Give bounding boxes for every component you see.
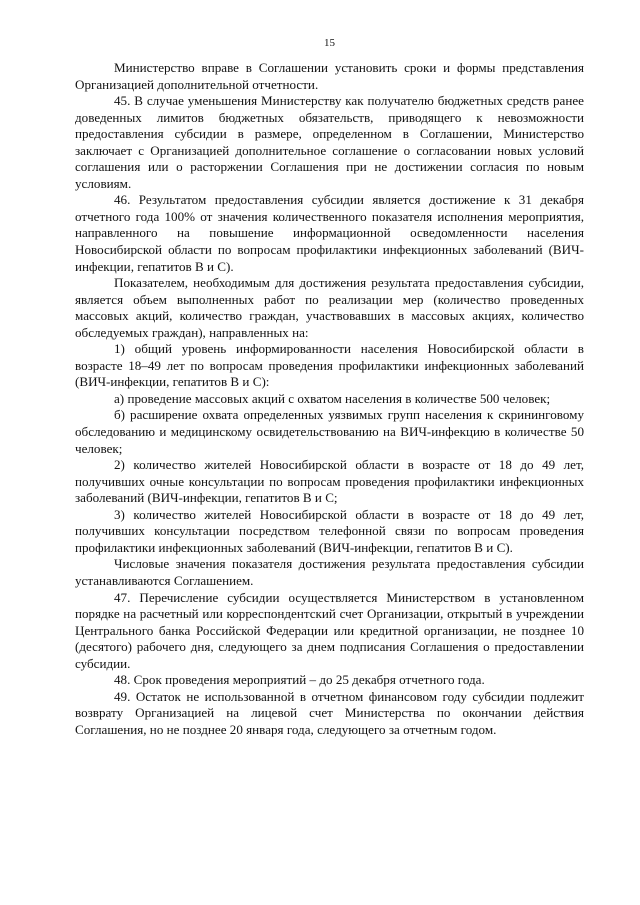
paragraph-reporting-forms: Министерство вправе в Соглашении установить сроки и формы представления Организацией дополнительной отчетности. [75, 60, 584, 92]
list-item-1a: а) проведение массовых акций с охватом населения в количестве 500 человек; [114, 390, 551, 406]
document-body [75, 60, 584, 738]
paragraph-numeric-values: Числовые значения показателя достижения результата предоставления субсидии устанавливаются Соглашением. [75, 556, 584, 588]
list-item-1b: б) расширение охвата определенных уязвимых групп населения к скрининговому обследованию и медицинскому освидетельствованию на ВИЧ-инфекцию в количестве 50 человек; [75, 407, 584, 456]
list-item-2: 2) количество жителей Новосибирской области в возрасте от 18 до 49 лет, получивших очные консультации по вопросам проведения профилактики инфекционных заболеваний (ВИЧ-инфекции, гепатитов В и С; [75, 457, 584, 506]
page-number: 15 [324, 37, 335, 49]
list-item-1: 1) общий уровень информированности населения Новосибирской области в возрасте 18–49 лет по вопросам проведения профилактики инфекционных заболеваний (ВИЧ-инфекции, гепатитов В и С): [75, 341, 584, 390]
list-item-3: 3) количество жителей Новосибирской области в возрасте от 18 до 49 лет, получивших консультации посредством телефонной связи по вопросам проведения профилактики инфекционных заболеваний (ВИЧ-инфекции, гепатитов В и С). [75, 506, 584, 555]
paragraph-47: 47. Перечисление субсидии осуществляется Министерством в установленном порядке на расчетный или корреспондентский счет Организации, открытый в учреждении Центрального банка Российской Федерации или кредитной организации, не позднее 10 (десятого) рабочего дня, следующего за днем подписания Соглашения о предоставлении субсидии. [75, 589, 584, 671]
paragraph-indicator: Показателем, необходимым для достижения результата предоставления субсидии, является объем выполненных работ по реализации мер (количество проведенных массовых акций, количество граждан, участвовавших в массовых акциях, количество обследуемых граждан), направленных на: [75, 275, 584, 340]
paragraph-49: 49. Остаток не использованной в отчетном финансовом году субсидии подлежит возврату Организацией на лицевой счет Министерства по окончании действия Соглашения, но не позднее 20 января года, следующего за отчетным годом. [75, 688, 584, 737]
paragraph-48: 48. Срок проведения мероприятий – до 25 декабря отчетного года. [114, 672, 485, 688]
paragraph-46: 46. Результатом предоставления субсидии является достижение к 31 декабря отчетного года 100% от значения количественного показателя исполнения мероприятия, направленного на повышение информационной осведомленности населения Новосибирской области по вопросам профилактики инфекционных заболеваний (ВИЧ-инфекции, гепатитов В и С). [75, 192, 584, 274]
paragraph-45: 45. В случае уменьшения Министерству как получателю бюджетных средств ранее доведенных лимитов бюджетных обязательств, приводящего к невозможности предоставления субсидии в размере, определенном в Соглашении, Министерство заключает с Организацией дополнительное соглашение о согласовании новых условий соглашения или о расторжении Соглашения при не достижении согласия по новым условиям. [75, 93, 584, 191]
